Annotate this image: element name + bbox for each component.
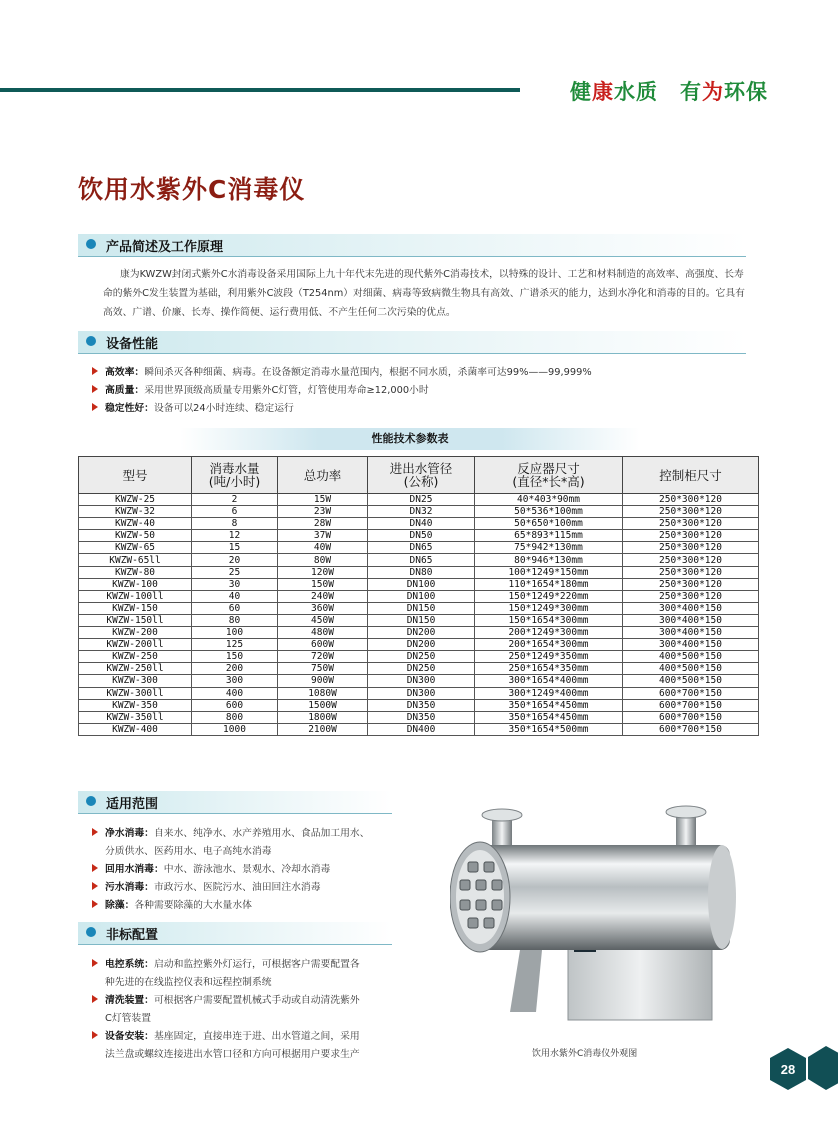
header-rule — [0, 88, 520, 92]
table-row — [79, 675, 759, 687]
list-item-text: 基座固定，直接串连于进、出水管道之间，采用 — [153, 1031, 360, 1042]
list-item-label: 净水消毒： — [105, 828, 154, 839]
table-cell: 150*1249*220mm — [475, 590, 623, 602]
table-header-row — [79, 457, 759, 494]
uv-sterilizer-illustration — [450, 800, 750, 1025]
table-cell: DN250 — [368, 651, 475, 663]
table-cell: 600 — [192, 699, 278, 711]
page-decor-hexagon — [806, 1045, 838, 1091]
table-header-cell — [475, 457, 623, 494]
table-cell: 250*300*120 — [623, 554, 759, 566]
table-row — [79, 566, 759, 578]
table-row — [79, 542, 759, 554]
list-item-continuation: 种先进的在线监控仪表和远程控制系统 — [105, 977, 272, 988]
table-cell: 300*400*150 — [623, 602, 759, 614]
section-header-nonstandard — [78, 922, 392, 945]
list-item — [92, 400, 752, 418]
table-cell: 200*1654*300mm — [475, 639, 623, 651]
table-cell: 400*500*150 — [623, 651, 759, 663]
list-item-label: 电控系统： — [105, 959, 154, 970]
list-item-text: 各种需要除藻的大水量水体 — [134, 900, 252, 911]
table-header-cell — [278, 457, 368, 494]
table-header-cell — [368, 457, 475, 494]
table-cell: 110*1654*180mm — [475, 578, 623, 590]
table-cell: 80W — [278, 554, 368, 566]
page-number-badge — [768, 1047, 808, 1091]
table-cell: 1500W — [278, 699, 368, 711]
table-cell: 150 — [192, 651, 278, 663]
table-row — [79, 602, 759, 614]
list-item — [92, 897, 422, 915]
list-item-text: 自来水、纯净水、水产养殖用水、食品加工用水、 — [153, 828, 370, 839]
header-line: (公称) — [403, 474, 439, 489]
list-item-text: 中水、游泳池水、景观水、冷却水消毒 — [163, 864, 331, 875]
list-item-label: 污水消毒： — [105, 882, 154, 893]
arrow-bullet-icon — [92, 900, 98, 908]
table-cell: 150W — [278, 578, 368, 590]
table-cell: 30 — [192, 578, 278, 590]
list-item-label: 稳定性好： — [105, 403, 154, 414]
table-cell: KWZW-350 — [79, 699, 192, 711]
table-cell: DN350 — [368, 711, 475, 723]
table-cell: 40W — [278, 542, 368, 554]
slogan-part-2 — [680, 80, 768, 104]
slogan — [570, 76, 768, 106]
table-cell: KWZW-200 — [79, 627, 192, 639]
table-cell: 120W — [278, 566, 368, 578]
table-cell: KWZW-400 — [79, 723, 192, 735]
table-cell: 300 — [192, 675, 278, 687]
table-cell: KWZW-300 — [79, 675, 192, 687]
table-cell: 250*300*120 — [623, 518, 759, 530]
table-cell: KWZW-150 — [79, 602, 192, 614]
list-item-label: 清洗装置： — [105, 995, 154, 1006]
slogan-part-1 — [570, 80, 658, 104]
table-row — [79, 506, 759, 518]
performance-list — [92, 364, 752, 418]
table-cell: 600*700*150 — [623, 723, 759, 735]
table-cell: 80 — [192, 614, 278, 626]
header-line: 消毒水量 — [209, 461, 260, 476]
table-cell: 400 — [192, 687, 278, 699]
table-cell: 28W — [278, 518, 368, 530]
header-line: 总功率 — [303, 467, 342, 483]
table-cell: 100*1249*150mm — [475, 566, 623, 578]
table-cell: DN32 — [368, 506, 475, 518]
table-cell: 200 — [192, 663, 278, 675]
table-cell: 250*300*120 — [623, 590, 759, 602]
arrow-bullet-icon — [92, 995, 98, 1003]
table-cell: KWZW-350ll — [79, 711, 192, 723]
arrow-bullet-icon — [92, 367, 98, 375]
list-item-text: 采用世界顶级高质量专用紫外C灯管，灯管使用寿命≥12,000小时 — [144, 385, 429, 396]
table-cell: 400*500*150 — [623, 675, 759, 687]
list-item-continuation: C灯管装置 — [105, 1013, 152, 1024]
table-cell: KWZW-65 — [79, 542, 192, 554]
table-cell: DN100 — [368, 578, 475, 590]
table-cell: 2100W — [278, 723, 368, 735]
list-item-label: 高质量： — [105, 385, 145, 396]
table-cell: 350*1654*500mm — [475, 723, 623, 735]
table-cell: 1800W — [278, 711, 368, 723]
slogan-char: 为 — [702, 80, 724, 104]
header-line: (吨/小时) — [208, 474, 261, 489]
table-cell: 250*300*120 — [623, 530, 759, 542]
table-cell: KWZW-200ll — [79, 639, 192, 651]
table-row — [79, 494, 759, 506]
arrow-bullet-icon — [92, 864, 98, 872]
list-item-continuation: 分质供水、医药用水、电子高纯水消毒 — [105, 846, 272, 857]
table-cell: 65*893*115mm — [475, 530, 623, 542]
table-row — [79, 687, 759, 699]
header-line: 控制柜尺寸 — [659, 467, 722, 483]
table-cell: 20 — [192, 554, 278, 566]
table-header-cell — [623, 457, 759, 494]
slogan-char: 健 — [570, 80, 592, 104]
arrow-bullet-icon — [92, 385, 98, 393]
header-line: 进出水管径 — [389, 461, 453, 476]
arrow-bullet-icon — [92, 959, 98, 967]
section-heading: 设备性能 — [106, 337, 159, 352]
table-cell: KWZW-250ll — [79, 663, 192, 675]
table-cell: DN300 — [368, 687, 475, 699]
table-row — [79, 578, 759, 590]
table-cell: 300*400*150 — [623, 614, 759, 626]
table-cell: 250*300*120 — [623, 542, 759, 554]
table-row — [79, 518, 759, 530]
nonstandard-list — [92, 956, 422, 1064]
list-item-label: 回用水消毒： — [105, 864, 164, 875]
bullet-dot-icon — [86, 239, 96, 249]
list-item — [92, 956, 422, 992]
list-item — [92, 879, 422, 897]
list-item-text: 市政污水、医院污水、油田回注水消毒 — [153, 882, 321, 893]
arrow-bullet-icon — [92, 403, 98, 411]
section-header-intro — [78, 234, 746, 257]
arrow-bullet-icon — [92, 828, 98, 836]
slogan-char: 水质 — [614, 80, 658, 104]
header-line: 反应器尺寸 — [517, 461, 580, 476]
list-item — [92, 825, 422, 861]
table-cell: DN25 — [368, 494, 475, 506]
section-heading: 非标配置 — [106, 928, 159, 943]
table-cell: 450W — [278, 614, 368, 626]
table-cell: DN200 — [368, 627, 475, 639]
table-cell: KWZW-150ll — [79, 614, 192, 626]
table-cell: 900W — [278, 675, 368, 687]
table-header-cell — [192, 457, 278, 494]
table-cell: 12 — [192, 530, 278, 542]
page-title: 饮用水紫外C消毒仪 — [78, 175, 306, 204]
table-cell: 240W — [278, 590, 368, 602]
table-cell: 125 — [192, 639, 278, 651]
list-item — [92, 1028, 422, 1064]
table-cell: 50*536*100mm — [475, 506, 623, 518]
table-cell: 350*1654*450mm — [475, 711, 623, 723]
figure-caption: 饮用水紫外C消毒仪外观图 — [532, 1049, 638, 1059]
table-cell: 250*300*120 — [623, 566, 759, 578]
list-item-text: 启动和监控紫外灯运行，可根据客户需要配置各 — [153, 959, 360, 970]
table-cell: KWZW-25 — [79, 494, 192, 506]
table-cell: 100 — [192, 627, 278, 639]
section-header-performance — [78, 331, 746, 354]
table-row — [79, 651, 759, 663]
list-item — [92, 992, 422, 1028]
table-row — [79, 723, 759, 735]
table-cell: 250*1249*350mm — [475, 651, 623, 663]
table-cell: DN150 — [368, 602, 475, 614]
table-cell: 250*300*120 — [623, 494, 759, 506]
list-item-label: 除藻： — [105, 900, 135, 911]
table-cell: 750W — [278, 663, 368, 675]
table-row — [79, 530, 759, 542]
slogan-char: 有 — [680, 80, 702, 104]
list-item — [92, 364, 752, 382]
table-row — [79, 711, 759, 723]
table-cell: KWZW-250 — [79, 651, 192, 663]
table-cell: DN80 — [368, 566, 475, 578]
table-row — [79, 663, 759, 675]
table-cell: DN50 — [368, 530, 475, 542]
table-cell: 300*1249*400mm — [475, 687, 623, 699]
table-cell: DN350 — [368, 699, 475, 711]
arrow-bullet-icon — [92, 882, 98, 890]
table-cell: 250*300*120 — [623, 578, 759, 590]
table-cell: DN65 — [368, 554, 475, 566]
table-cell: 300*400*150 — [623, 627, 759, 639]
table-cell: 8 — [192, 518, 278, 530]
section-heading: 产品简述及工作原理 — [106, 240, 224, 255]
table-cell: 150*1654*300mm — [475, 614, 623, 626]
table-cell: 25 — [192, 566, 278, 578]
table-cell: 600*700*150 — [623, 687, 759, 699]
table-cell: DN250 — [368, 663, 475, 675]
table-cell: 300*400*150 — [623, 639, 759, 651]
table-cell: DN400 — [368, 723, 475, 735]
table-cell: 40 — [192, 590, 278, 602]
list-item-label: 高效率： — [105, 367, 145, 378]
table-cell: 150*1249*300mm — [475, 602, 623, 614]
table-cell: 600*700*150 — [623, 699, 759, 711]
table-cell: KWZW-40 — [79, 518, 192, 530]
arrow-bullet-icon — [92, 1031, 98, 1039]
table-cell: KWZW-100 — [79, 578, 192, 590]
table-cell: DN150 — [368, 614, 475, 626]
page-number: 28 — [780, 1062, 796, 1077]
table-cell: DN100 — [368, 590, 475, 602]
section-heading: 适用范围 — [106, 797, 159, 812]
table-cell: 23W — [278, 506, 368, 518]
table-cell: 300*1654*400mm — [475, 675, 623, 687]
table-cell: 15W — [278, 494, 368, 506]
table-cell: DN65 — [368, 542, 475, 554]
list-item-label: 设备安装： — [105, 1031, 154, 1042]
table-cell: 1080W — [278, 687, 368, 699]
table-cell: 600W — [278, 639, 368, 651]
bullet-dot-icon — [86, 336, 96, 346]
table-cell: DN40 — [368, 518, 475, 530]
table-cell: 60 — [192, 602, 278, 614]
table-cell: KWZW-65ll — [79, 554, 192, 566]
table-cell: 6 — [192, 506, 278, 518]
table-cell: KWZW-50 — [79, 530, 192, 542]
table-cell: KWZW-100ll — [79, 590, 192, 602]
table-cell: 480W — [278, 627, 368, 639]
table-cell: 50*650*100mm — [475, 518, 623, 530]
table-row — [79, 639, 759, 651]
table-cell: 75*942*130mm — [475, 542, 623, 554]
list-item-text: 可根据客户需要配置机械式手动或自动清洗紫外 — [153, 995, 360, 1006]
list-item-text: 设备可以24小时连续、稳定运行 — [153, 403, 294, 414]
bullet-dot-icon — [86, 927, 96, 937]
table-cell: 350*1654*450mm — [475, 699, 623, 711]
table-cell: KWZW-80 — [79, 566, 192, 578]
table-row — [79, 590, 759, 602]
usage-list — [92, 825, 422, 915]
table-cell: DN300 — [368, 675, 475, 687]
intro-paragraph: 康为KWZW封闭式紫外C水消毒设备采用国际上九十年代末先进的现代紫外C消毒技术，以特殊的设计、工艺和材料制造的高效率、高强度、长寿命的紫外C发生装置为基础，利用紫外C波段（T254nm）对细菌、病毒等致病微生物具有高效、广谱杀灭的能力，达到水净化和消毒的目的。它具有高效、广谱、价廉、长寿、操作简便、运行费用低、不产生任何二次污染的优点。 — [103, 269, 745, 318]
table-cell: 250*300*120 — [623, 506, 759, 518]
table-caption: 性能技术参数表 — [180, 428, 640, 450]
list-item — [92, 861, 422, 879]
table-cell: 250*1654*350mm — [475, 663, 623, 675]
list-item — [92, 382, 752, 400]
header-line: (直径*长*高) — [512, 474, 585, 489]
table-cell: KWZW-32 — [79, 506, 192, 518]
table-header-cell — [79, 457, 192, 494]
spec-table — [78, 456, 759, 736]
table-row — [79, 554, 759, 566]
list-item-continuation: 法兰盘或螺纹连接进出水管口径和方向可根据用户要求生产 — [105, 1049, 360, 1060]
table-cell: 200*1249*300mm — [475, 627, 623, 639]
slogan-char: 康 — [592, 80, 614, 104]
slogan-char: 环保 — [724, 80, 768, 104]
table-cell: 1000 — [192, 723, 278, 735]
table-cell: 800 — [192, 711, 278, 723]
table-cell: 360W — [278, 602, 368, 614]
table-cell: 600*700*150 — [623, 711, 759, 723]
table-cell: 720W — [278, 651, 368, 663]
table-cell: 37W — [278, 530, 368, 542]
table-cell: 15 — [192, 542, 278, 554]
table-cell: KWZW-300ll — [79, 687, 192, 699]
table-row — [79, 699, 759, 711]
bullet-dot-icon — [86, 796, 96, 806]
table-cell: DN200 — [368, 639, 475, 651]
table-cell: 2 — [192, 494, 278, 506]
table-row — [79, 614, 759, 626]
list-item-text: 瞬间杀灭各种细菌、病毒。在设备额定消毒水量范围内，根据不同水质，杀菌率可达99%——99,999% — [144, 367, 592, 378]
section-header-usage — [78, 791, 392, 814]
table-cell: 400*500*150 — [623, 663, 759, 675]
table-cell: 40*403*90mm — [475, 494, 623, 506]
table-row — [79, 627, 759, 639]
table-cell: 80*946*130mm — [475, 554, 623, 566]
header-line: 型号 — [122, 467, 148, 483]
